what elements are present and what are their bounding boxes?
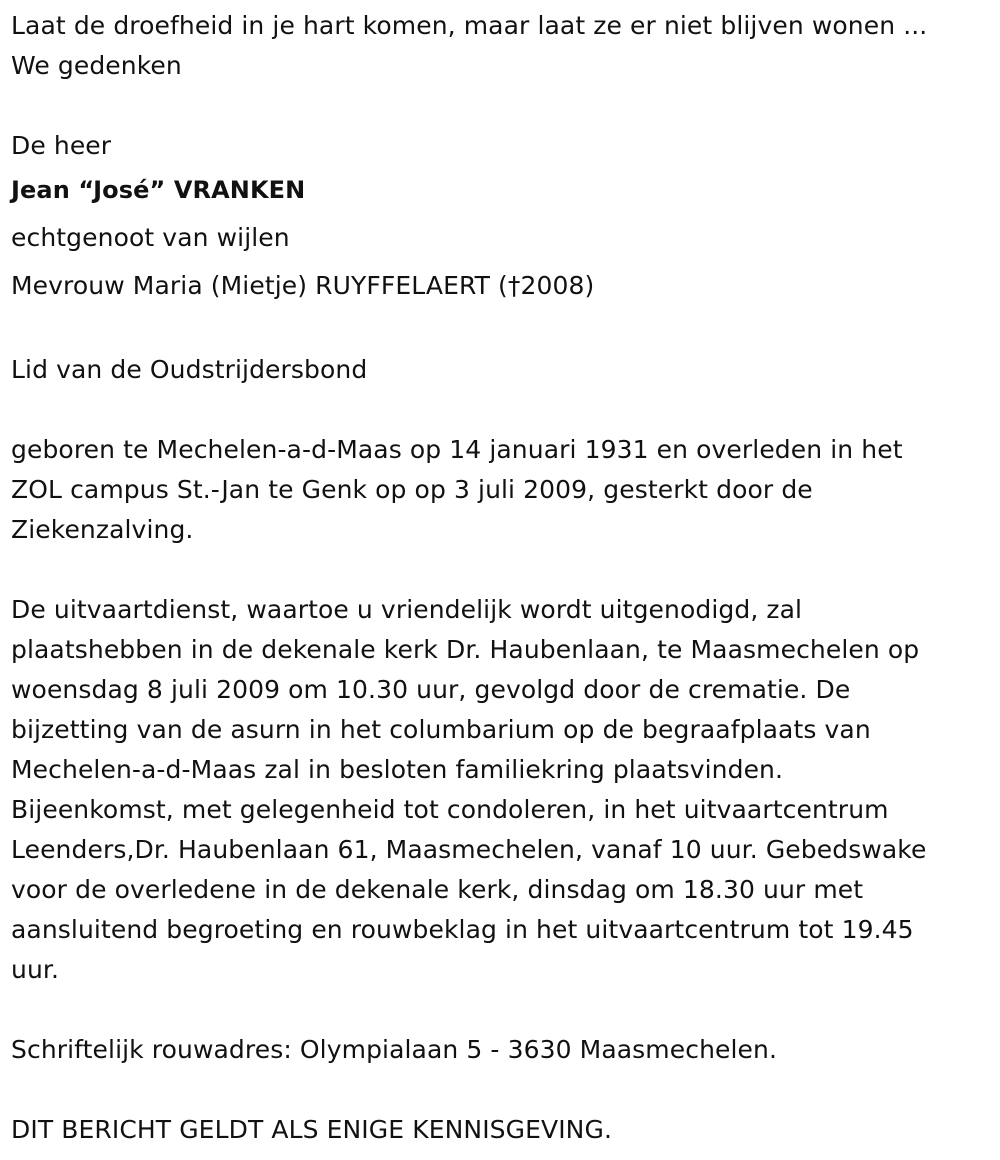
paragraph-line: Leenders,Dr. Haubenlaan 61, Maasmechelen, vanaf 10 uur. Gebedswake	[11, 835, 927, 864]
paragraph-line: ZOL campus St.-Jan te Genk op op 3 juli 2009, gesterkt door de	[11, 475, 813, 504]
spacer	[11, 86, 1000, 126]
deceased-name: Jean “José” VRANKEN	[11, 176, 306, 204]
paragraph-line: voor de overledene in de dekenale kerk, dinsdag om 18.30 uur met	[11, 875, 864, 904]
notice-line: DIT BERICHT GELDT ALS ENIGE KENNISGEVING.	[11, 1115, 612, 1144]
spacer	[11, 550, 1000, 590]
quote-line: Laat de droefheid in je hart komen, maar laat ze er niet blijven wonen ...	[11, 11, 928, 40]
paragraph-line: geboren te Mechelen-a-d-Maas op 14 januari 1931 en overleden in het	[11, 435, 903, 464]
spouse-line: Mevrouw Maria (Mietje) RUYFFELAERT (†2008)	[11, 271, 595, 300]
spacer	[11, 390, 1000, 430]
paragraph-line: woensdag 8 juli 2009 om 10.30 uur, gevolgd door de crematie. De	[11, 675, 851, 704]
paragraph-line: plaatshebben in de dekenale kerk Dr. Haubenlaan, te Maasmechelen op	[11, 635, 920, 664]
spacer	[11, 1070, 1000, 1110]
paragraph-line: bijzetting van de asurn in het columbarium op de begraafplaats van	[11, 715, 871, 744]
paragraph-line: Ziekenzalving.	[11, 515, 194, 544]
spacer	[11, 310, 1000, 350]
paragraph-line: Mechelen-a-d-Maas zal in besloten familiekring plaatsvinden.	[11, 755, 784, 784]
mourning-address: Schriftelijk rouwadres: Olympialaan 5 - 3630 Maasmechelen.	[11, 1035, 778, 1064]
paragraph-line: aansluitend begroeting en rouwbeklag in het uitvaartcentrum tot 19.45	[11, 915, 914, 944]
paragraph-line: uur.	[11, 955, 60, 984]
salutation: De heer	[11, 131, 112, 160]
paragraph-line: Bijeenkomst, met gelegenheid tot condoleren, in het uitvaartcentrum	[11, 795, 889, 824]
membership-line: Lid van de Oudstrijdersbond	[11, 355, 368, 384]
birth-death-paragraph	[11, 430, 1000, 550]
remembrance-line: We gedenken	[11, 51, 182, 80]
paragraph-line: De uitvaartdienst, waartoe u vriendelijk wordt uitgenodigd, zal	[11, 595, 803, 624]
spacer	[11, 990, 1000, 1030]
relation-line: echtgenoot van wijlen	[11, 223, 290, 252]
funeral-paragraph	[11, 590, 1000, 990]
